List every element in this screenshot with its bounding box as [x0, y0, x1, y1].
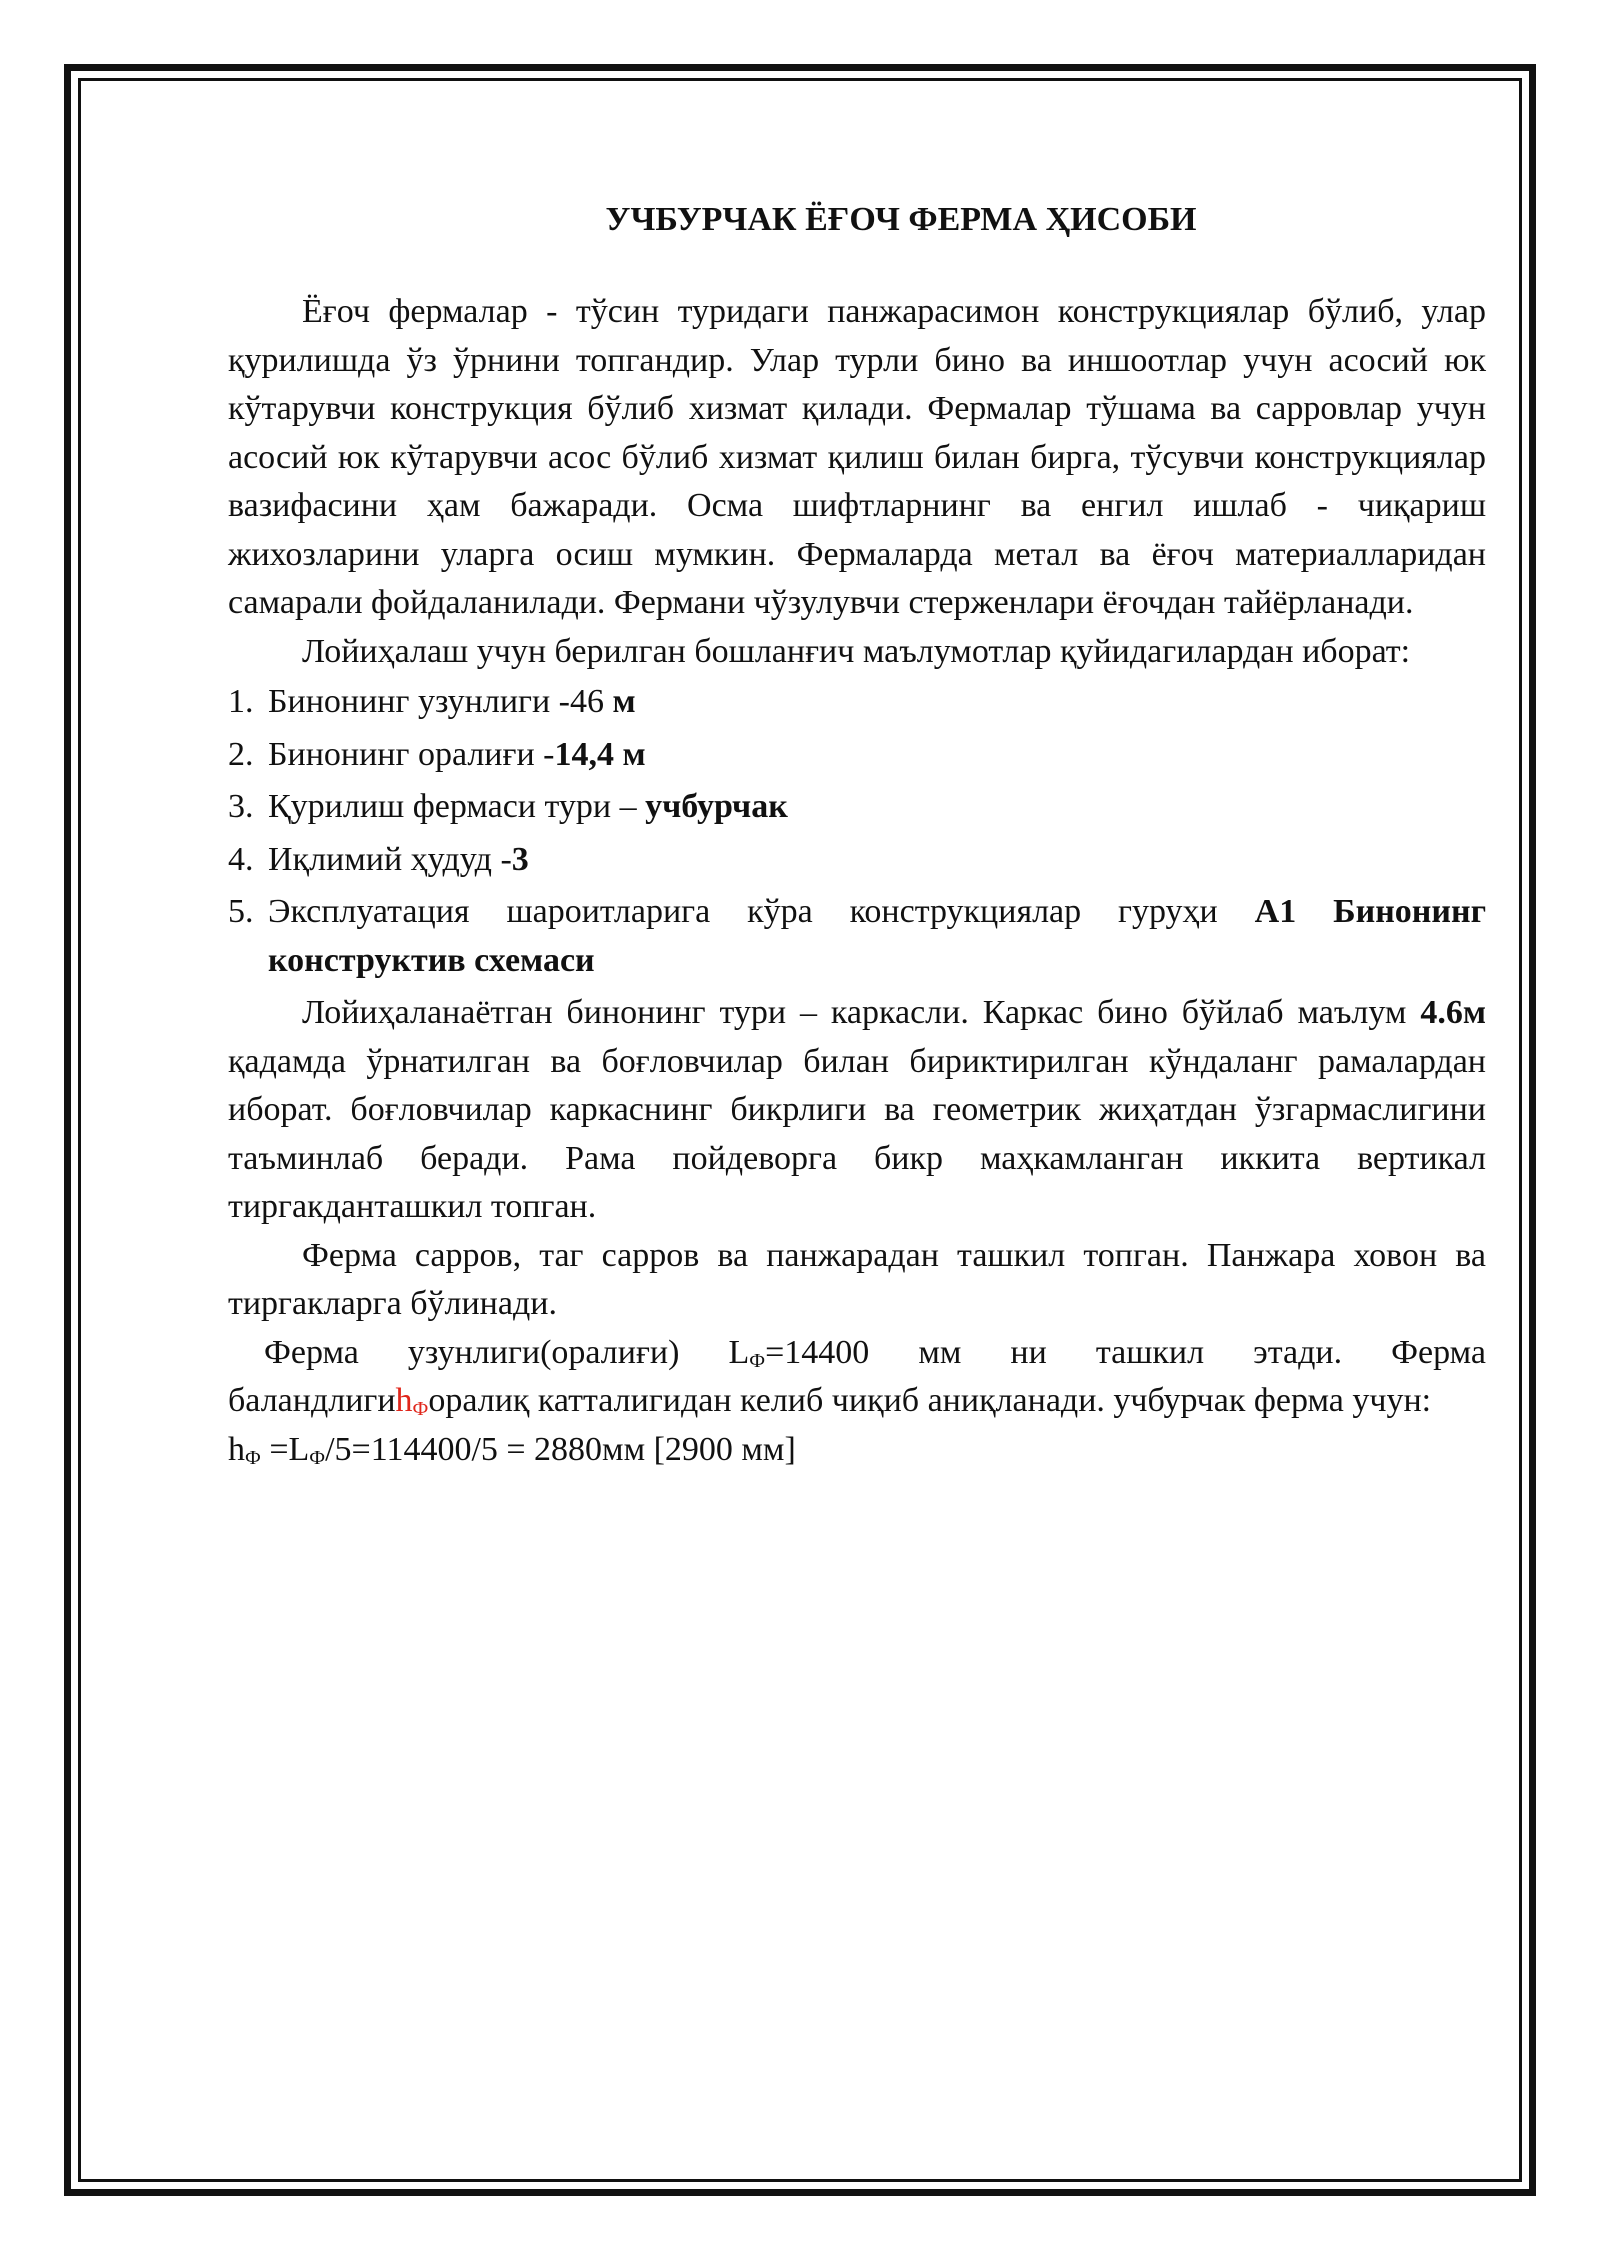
document-body — [228, 196, 1486, 1474]
truss-composition-paragraph: Ферма сарров, таг сарров ва панжарадан ташкил топган. Панжара ховон ва тиргакларга бўлинади. — [228, 1236, 1486, 1322]
list-item: 1. Бинонинг узунлиги -46 м — [228, 683, 636, 720]
document-title: УЧБУРЧАК ЁҒОЧ ФЕРМА ҲИСОБИ — [605, 201, 1197, 238]
frame-description-paragraph: Лойиҳаланаётган бинонинг тури – каркасли. Каркас бино бўйлаб маълум 4.6м қадамда ўрнатилган ва боғловчилар билан бириктирилган кўндаланг рамалардан иборат. боғловчилар каркаснинг бикрлиги ва геометрик жиҳатдан ўзгармаслигини таъминлаб беради. Рама пойдеворга бикр маҳкамланган иккита вертикал тиргакданташкил топган. — [228, 994, 1486, 1225]
params-intro-paragraph: Лойиҳалаш учун берилган бошланғич маълумотлар қуйидагилардан иборат: — [302, 632, 1411, 670]
intro-paragraph: Ёғоч фермалар - тўсин туридаги панжарасимон конструкциялар бўлиб, улар қурилишда ўз ўрнини топгандир. Улар турли бино ва иншоотлар учун асосий юк кўтарувчи конструкция бўлиб хизмат қилади. Фермалар тўшама ва сарровлар учун асосий юк кўтарувчи асос бўлиб хизмат қилиш билан бирга, тўсувчи конструкциялар вазифасини ҳам бажаради. Осма шифтларнинг ва енгил ишлаб - чиқариш жихозларини уларга осиш мумкин. Фермаларда метал ва ёғоч материалларидан самарали фойдаланилади. Фермани чўзулувчи стерженлари ёғочдан тайёрланади. — [228, 293, 1486, 621]
list-item: 3. Қурилиш фермаси тури – учбурчак — [228, 788, 788, 825]
truss-height-symbol: $h_Ф$ — [395, 1382, 429, 1420]
truss-dimensions-paragraph: Ферма узунлиги(оралиғи) $L_Ф=14400$ мм ни ташкил этади. Ферма баландлигиh$_Ф$оралиқ катталигидан келиб чиқиб аниқланади. учбурчак ферма учун: — [228, 1333, 1486, 1420]
params-list — [228, 678, 1486, 985]
height-formula: $h_Ф =L_Ф/5=114400/5 = 2880мм$ [2900 мм] — [228, 1430, 796, 1469]
list-item: 4. Иқлимий ҳудуд -3 — [228, 840, 529, 878]
list-item: 5. Эксплуатация шароитларига кўра конструкциялар гуруҳи А1 Бинонинг конструктив схемаси — [228, 893, 1487, 979]
list-item: 2. Бинонинг оралиғи -14,4 м — [228, 735, 646, 773]
